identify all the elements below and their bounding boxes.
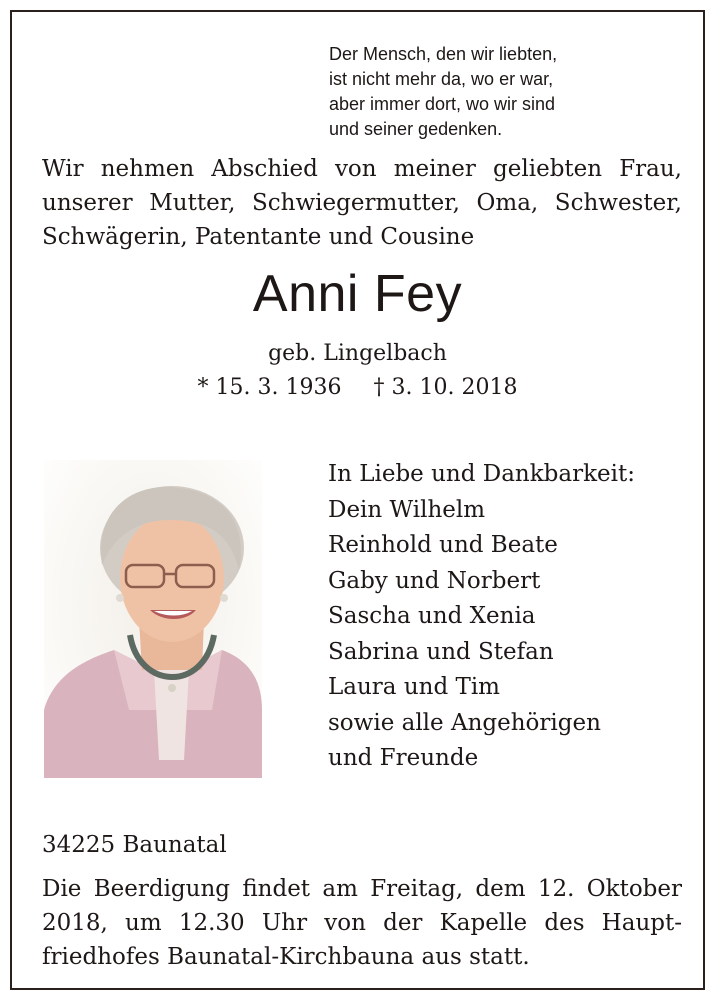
funeral-line: friedhofes Baunatal-Kirchbauna aus statt.: [42, 944, 530, 970]
intro-text: [42, 152, 682, 254]
family-line: Reinhold und Beate: [328, 532, 558, 558]
portrait-photo: [44, 460, 262, 778]
family-list: [328, 457, 688, 777]
obituary-frame: [10, 10, 705, 990]
death-date: † 3. 10. 2018: [373, 375, 518, 400]
funeral-line: 2018, um 12.30 Uhr von der Kapelle des Haupt-: [42, 910, 682, 936]
poem-line: ist nicht mehr da, wo er war,: [329, 69, 554, 89]
family-line: sowie alle Angehörigen: [328, 709, 601, 736]
funeral-notice: [42, 872, 682, 974]
intro-line: Wir nehmen Abschied von meiner geliebten Frau,: [42, 156, 682, 182]
maiden-name: geb. Lingelbach: [268, 341, 447, 366]
family-line: Gaby und Norbert: [328, 567, 541, 594]
poem-line: und seiner gedenken.: [329, 119, 503, 139]
portrait-illustration: [44, 460, 262, 778]
family-line: Sascha und Xenia: [328, 603, 536, 629]
birth-date: * 15. 3. 1936: [197, 375, 342, 400]
intro-line: unserer Mutter, Schwiegermutter, Oma, Schwester,: [42, 190, 682, 216]
location: 34225 Baunatal: [42, 832, 227, 858]
poem: [329, 42, 659, 142]
intro-line: Schwägerin, Patentante und Cousine: [42, 224, 475, 250]
family-line: In Liebe und Dankbarkeit:: [328, 461, 635, 487]
poem-line: aber immer dort, wo wir sind: [329, 94, 556, 114]
family-line: Dein Wilhelm: [328, 496, 486, 523]
deceased-name: Anni Fey: [252, 265, 463, 323]
family-line: Laura und Tim: [328, 674, 500, 700]
poem-line: Der Mensch, den wir liebten,: [329, 44, 558, 64]
family-line: Sabrina und Stefan: [328, 638, 554, 665]
family-line: und Freunde: [328, 745, 479, 771]
funeral-line: Die Beerdigung findet am Freitag, dem 12. Oktober: [42, 876, 682, 902]
life-dates: [12, 373, 703, 403]
